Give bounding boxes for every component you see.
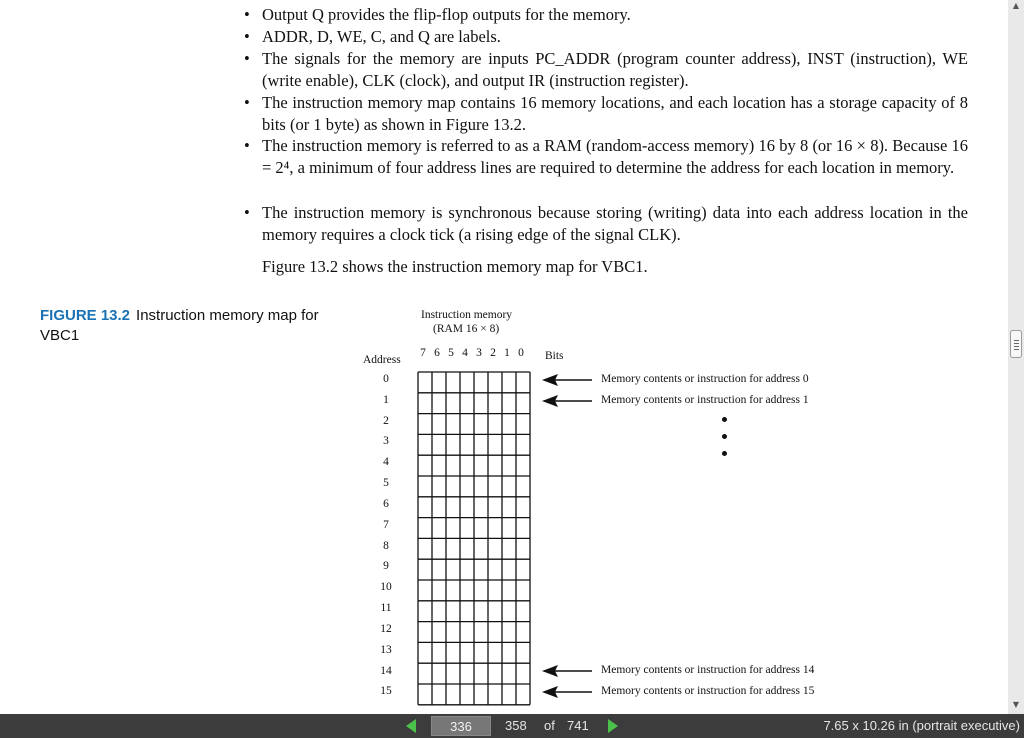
bit-number: 5: [448, 347, 454, 359]
scroll-up-arrow-icon[interactable]: ▲: [1012, 1, 1020, 10]
bullet-dot: •: [244, 136, 250, 155]
scroll-down-arrow-icon[interactable]: ▼: [1012, 700, 1020, 709]
bit-number: 3: [476, 347, 482, 359]
bullet-dot: •: [244, 27, 250, 46]
address-label: 9: [383, 560, 389, 572]
address-label: 2: [383, 415, 389, 427]
bullet-text: The instruction memory is referred to as a RAM (random-access memory) 16 by 8 (or 16 × 8). Because 16 = 2⁴, a minimum of four address lines are required to determine the address for each location in memory.: [262, 136, 968, 177]
bit-number: 0: [518, 347, 524, 359]
bit-number: 7: [420, 347, 426, 359]
address-label: 10: [380, 581, 392, 593]
total-pages-label: 741: [567, 718, 589, 733]
left-arrow-icon: [542, 685, 592, 699]
bullet-dot: •: [244, 93, 250, 112]
ellipsis-dot: [722, 434, 727, 439]
address-label: 1: [383, 394, 389, 406]
page-size-label: 7.65 x 10.26 in (portrait executive): [823, 718, 1020, 733]
address-label: 12: [380, 623, 392, 635]
bullet-dot: •: [244, 5, 250, 24]
address-label: 5: [383, 477, 389, 489]
bits-label: Bits: [545, 350, 564, 362]
left-arrow-icon: [542, 373, 592, 387]
ellipsis-dot: [722, 451, 727, 456]
bullet-text: ADDR, D, WE, C, and Q are labels.: [262, 27, 501, 46]
address-header: Address: [363, 354, 401, 366]
address-label: 3: [383, 435, 389, 447]
bullet-text: The instruction memory is synchronous because storing (writing) data into each address location in the memory requires a clock tick (a rising edge of the signal CLK).: [262, 203, 968, 244]
address-label: 15: [380, 685, 392, 697]
previous-page-icon[interactable]: [406, 719, 416, 733]
bullet-dot: •: [244, 49, 250, 68]
scroll-thumb[interactable]: [1010, 330, 1022, 358]
annotation-text: Memory contents or instruction for address 0: [601, 373, 809, 385]
of-label: of: [544, 718, 555, 733]
bullet-dot: •: [244, 203, 250, 222]
body-paragraph: Figure 13.2 shows the instruction memory map for VBC1.: [262, 257, 648, 276]
address-label: 7: [383, 519, 389, 531]
address-label: 0: [383, 373, 389, 385]
memory-grid: [416, 370, 538, 706]
memory-title: Instruction memory: [421, 309, 513, 321]
page-number-input[interactable]: [431, 716, 491, 736]
annotation-text: Memory contents or instruction for address 1: [601, 394, 809, 406]
bullet-text: The instruction memory map contains 16 memory locations, and each location has a storage capacity of 8 bits (or 1 byte) as shown in Figure 13.2.: [262, 93, 968, 134]
bullet-text: Output Q provides the flip-flop outputs for the memory.: [262, 5, 631, 24]
bit-number: 2: [490, 347, 496, 359]
ellipsis-dot: [722, 417, 727, 422]
figure-number: FIGURE 13.2: [40, 307, 131, 324]
bit-number: 4: [462, 347, 468, 359]
memory-subtitle: (RAM 16 × 8): [433, 323, 500, 335]
next-page-icon[interactable]: [608, 719, 618, 733]
annotation-text: Memory contents or instruction for address 15: [601, 685, 815, 697]
annotation-text: Memory contents or instruction for address 14: [601, 664, 815, 676]
left-arrow-icon: [542, 394, 592, 408]
address-label: 6: [383, 498, 389, 510]
address-label: 11: [380, 602, 392, 614]
bullet-text: The signals for the memory are inputs PC_ADDR (program counter address), INST (instruction), WE (write enable), CLK (clock), and output IR (instruction register).: [262, 49, 968, 90]
address-label: 14: [380, 665, 392, 677]
left-arrow-icon: [542, 664, 592, 678]
bit-number: 6: [434, 347, 440, 359]
address-label: 13: [380, 644, 392, 656]
bottom-toolbar: [0, 714, 1024, 738]
figure-caption: [40, 306, 350, 346]
address-label: 8: [383, 540, 389, 552]
bit-number: 1: [504, 347, 510, 359]
current-page-label: 358: [505, 718, 527, 733]
figure-caption-text: Instruction memory map for VBC1: [40, 307, 319, 344]
address-label: 4: [383, 456, 389, 468]
